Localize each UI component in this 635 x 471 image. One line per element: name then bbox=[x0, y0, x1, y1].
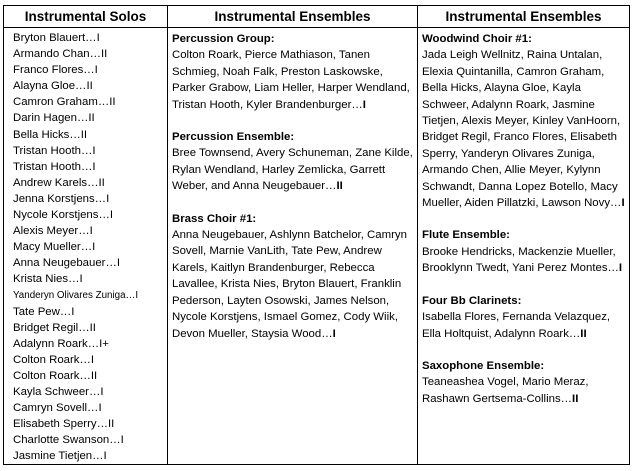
ensemble-rating: I bbox=[618, 262, 623, 275]
solo-entry: Adalynn Roark…I+ bbox=[13, 337, 109, 350]
solo-entry: Tate Pew…I bbox=[13, 305, 75, 318]
ensemble-rating: II bbox=[572, 392, 579, 405]
ensemble-title: Saxophone Ensemble: bbox=[422, 359, 545, 372]
ensemble-title: Flute Ensemble: bbox=[422, 229, 510, 242]
solo-entry: Charlotte Swanson…I bbox=[13, 434, 124, 447]
header-instrumental-solos: Instrumental Solos bbox=[4, 6, 168, 28]
solo-entry: Darin Hagen…II bbox=[13, 112, 95, 125]
ensemble-rating: I bbox=[332, 327, 336, 340]
solo-entry: Tristan Hooth…I bbox=[13, 144, 96, 157]
ensemble-title: Woodwind Choir #1: bbox=[422, 33, 532, 45]
ensemble-group bbox=[422, 358, 625, 407]
ensemble-group bbox=[172, 211, 413, 342]
solo-entry: Camryn Sovell…I bbox=[13, 402, 102, 415]
solo-entry: Colton Roark…I bbox=[13, 353, 95, 366]
ensemble-title: Brass Choir #1: bbox=[172, 212, 257, 225]
solo-entry: Alexis Meyer…I bbox=[13, 225, 93, 238]
solo-entry: Kayla Schweer…I bbox=[13, 386, 104, 399]
ensemble-title: Four Bb Clarinets: bbox=[422, 294, 522, 307]
header-instrumental-ensembles-2: Instrumental Ensembles bbox=[418, 6, 629, 28]
solo-entry: Bella Hicks…II bbox=[13, 128, 88, 141]
solo-entry: Yanderyn Olivares Zuniga…I bbox=[13, 289, 139, 301]
solo-entry: Elisabeth Sperry…II bbox=[13, 418, 115, 431]
solo-entry: Franco Flores…I bbox=[13, 64, 98, 77]
ensemble-group bbox=[422, 227, 625, 276]
ensemble-members: Jada Leigh Wellnitz, Raina Untalan, Elexia Quintanilla, Camron Graham, Bella Hicks, Alayna Gloe, Kayla Schweer, Adalynn Roark, Jasmine Tietjen, Alexis Meyer, Kinley VanHoorn, Bridget Regil, Franco Flores, Elisabeth Sperry, Yanderyn Olivares Zuniga, Armando Chen, Allie Meyer, Kylynn Schwandt, Danna Lopez Botello, Macy Mueller, Aiden Pillatzki, Lawson Novy… bbox=[422, 49, 622, 210]
ensemble-group bbox=[172, 129, 413, 195]
ensemble-group bbox=[422, 31, 625, 211]
ensemble-rating: I bbox=[621, 197, 625, 210]
ensemble-rating: II bbox=[580, 327, 587, 340]
ensemble-members: Anna Neugebauer, Ashlynn Batchelor, Camryn Sovell, Marnie VanLith, Tate Pew, Andrew Karels, Kaitlyn Brandenburger, Rebecca Lavallee, Krista Nies, Bryton Blauert, Franklin Pederson, Layten Osowski, James Nelson, Nycole Korstjens, Ismael Gomez, Cody Wiik, Devon Mueller, Staysia Wood… bbox=[172, 229, 407, 340]
ensemble-title: Percussion Group: bbox=[172, 33, 275, 45]
solo-entry: Jenna Korstjens…I bbox=[13, 192, 110, 205]
solo-entry: Krista Nies…I bbox=[13, 273, 83, 286]
ensembles-column-2 bbox=[418, 28, 629, 464]
ensemble-group bbox=[422, 293, 625, 342]
ensemble-title: Percussion Ensemble: bbox=[172, 131, 295, 144]
solo-entry: Tristan Hooth…I bbox=[13, 160, 96, 173]
solo-entry: Nycole Korstjens…I bbox=[13, 209, 114, 222]
solo-entry: Anna Neugebauer…I bbox=[13, 257, 121, 270]
solo-entry: Alayna Gloe…II bbox=[13, 80, 93, 93]
solo-entry: Bridget Regil…II bbox=[13, 321, 96, 334]
ensemble-group bbox=[172, 31, 413, 113]
ensembles-column-1 bbox=[168, 28, 418, 464]
ensemble-members: Isabella Flores, Fernanda Velazquez, Ella Holtquist, Adalynn Roark… bbox=[422, 311, 611, 340]
ensemble-members: Brooke Hendricks, Mackenzie Mueller, Brooklynn Twedt, Yani Perez Montes… bbox=[422, 245, 619, 275]
solo-entry: Armando Chan…II bbox=[13, 48, 108, 61]
results-table bbox=[3, 5, 630, 465]
solo-entry: Andrew Karels…II bbox=[13, 176, 105, 189]
solo-entry: Camron Graham…II bbox=[13, 96, 116, 109]
ensemble-members: Colton Roark, Pierce Mathiason, Tanen Schmieg, Noah Falk, Preston Laskowske, Parker Grabow, Liam Heller, Harper Wendland, Tristan Hooth, Kyler Brandenburger… bbox=[172, 49, 410, 111]
solos-column bbox=[4, 28, 168, 464]
ensemble-members: Bree Townsend, Avery Schuneman, Zane Kilde, Rylan Wendland, Harley Zemlicka, Garrett Weber, and Anna Neugebauer… bbox=[172, 147, 413, 193]
solo-entry: Colton Roark…II bbox=[13, 369, 98, 382]
ensemble-rating: I bbox=[362, 98, 366, 111]
ensemble-rating: II bbox=[336, 180, 343, 193]
solo-entry: Jasmine Tietjen…I bbox=[13, 450, 107, 463]
ensemble-members: Teaneashea Vogel, Mario Meraz, Rashawn Gertsema-Collins… bbox=[422, 376, 589, 405]
solo-entry: Bryton Blauert…I bbox=[13, 32, 100, 44]
header-instrumental-ensembles-1: Instrumental Ensembles bbox=[168, 6, 418, 28]
solo-entry: Macy Mueller…I bbox=[13, 241, 96, 254]
